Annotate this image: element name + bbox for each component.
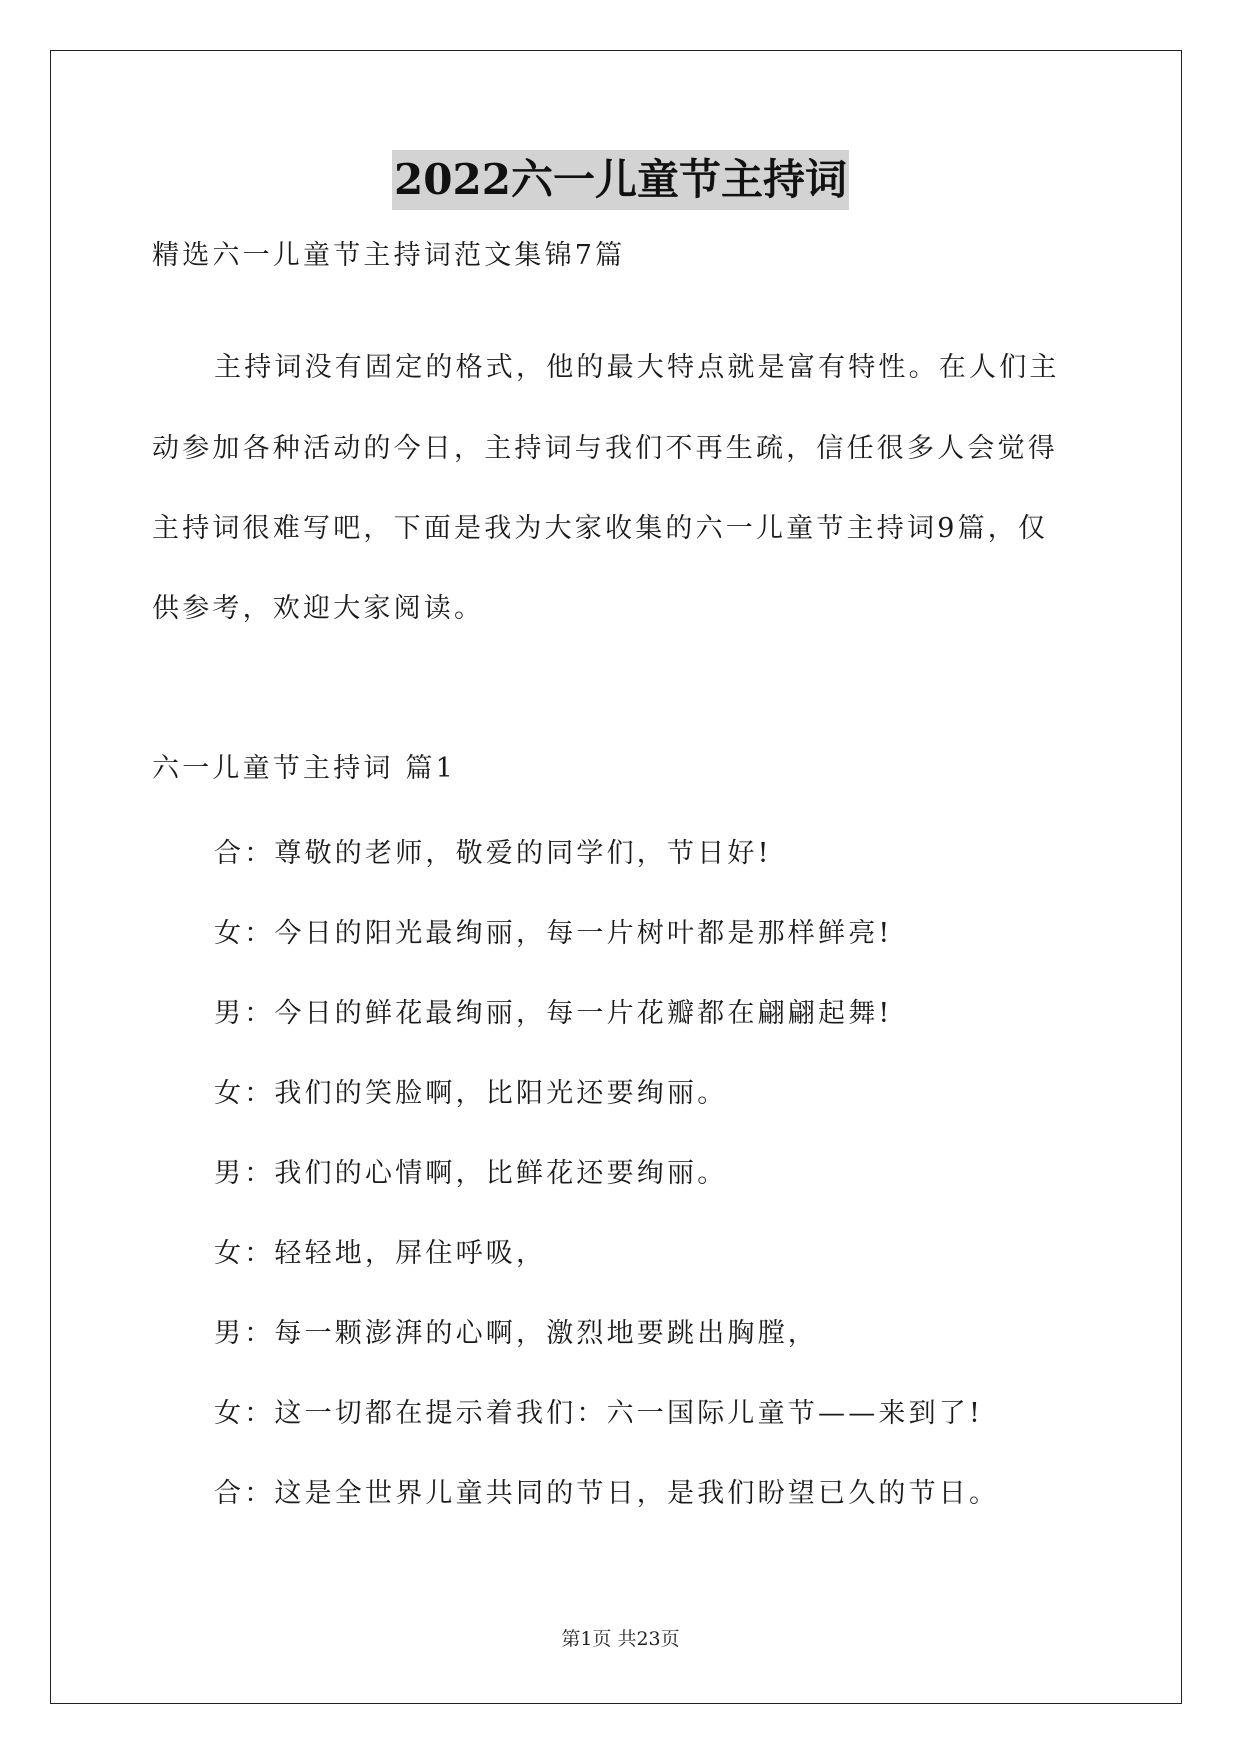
dialogue-line: 合：这是全世界儿童共同的节日，是我们盼望已久的节日。 xyxy=(214,1478,1000,1509)
page-border xyxy=(50,50,1182,1704)
dialogue-line: 合：尊敬的老师，敬爱的同学们，节日好! xyxy=(214,838,772,869)
dialogue-line: 女：轻轻地，屏住呼吸， xyxy=(214,1238,547,1269)
dialogue-line: 女：这一切都在提示着我们：六一国际儿童节——来到了! xyxy=(214,1398,984,1429)
document-subtitle: 精选六一儿童节主持词范文集锦7篇 xyxy=(152,240,626,271)
dialogue-line: 女：我们的笑脸啊，比阳光还要绚丽。 xyxy=(214,1078,728,1109)
intro-line-2: 动参加各种活动的今日，主持词与我们不再生疏，信任很多人会觉得 xyxy=(152,433,1058,464)
dialogue-line: 男：今日的鲜花最绚丽，每一片花瓣都在翩翩起舞! xyxy=(214,998,893,1029)
dialogue-line: 女：今日的阳光最绚丽，每一片树叶都是那样鲜亮! xyxy=(214,918,893,949)
title-container xyxy=(0,150,1241,210)
intro-line-4: 供参考，欢迎大家阅读。 xyxy=(152,593,485,624)
dialogue-line: 男：每一颗澎湃的心啊，激烈地要跳出胸膛， xyxy=(214,1318,818,1349)
page-footer: 第1页 共23页 xyxy=(561,1628,680,1650)
section-heading: 六一儿童节主持词 篇1 xyxy=(152,753,456,784)
dialogue-line: 男：我们的心情啊，比鲜花还要绚丽。 xyxy=(214,1158,728,1189)
intro-line-1: 主持词没有固定的格式，他的最大特点就是富有特性。在人们主 xyxy=(214,352,1060,383)
intro-line-3: 主持词很难写吧，下面是我为大家收集的六一儿童节主持词9篇，仅 xyxy=(152,513,1049,544)
document-title: 2022六一儿童节主持词 xyxy=(392,150,849,210)
